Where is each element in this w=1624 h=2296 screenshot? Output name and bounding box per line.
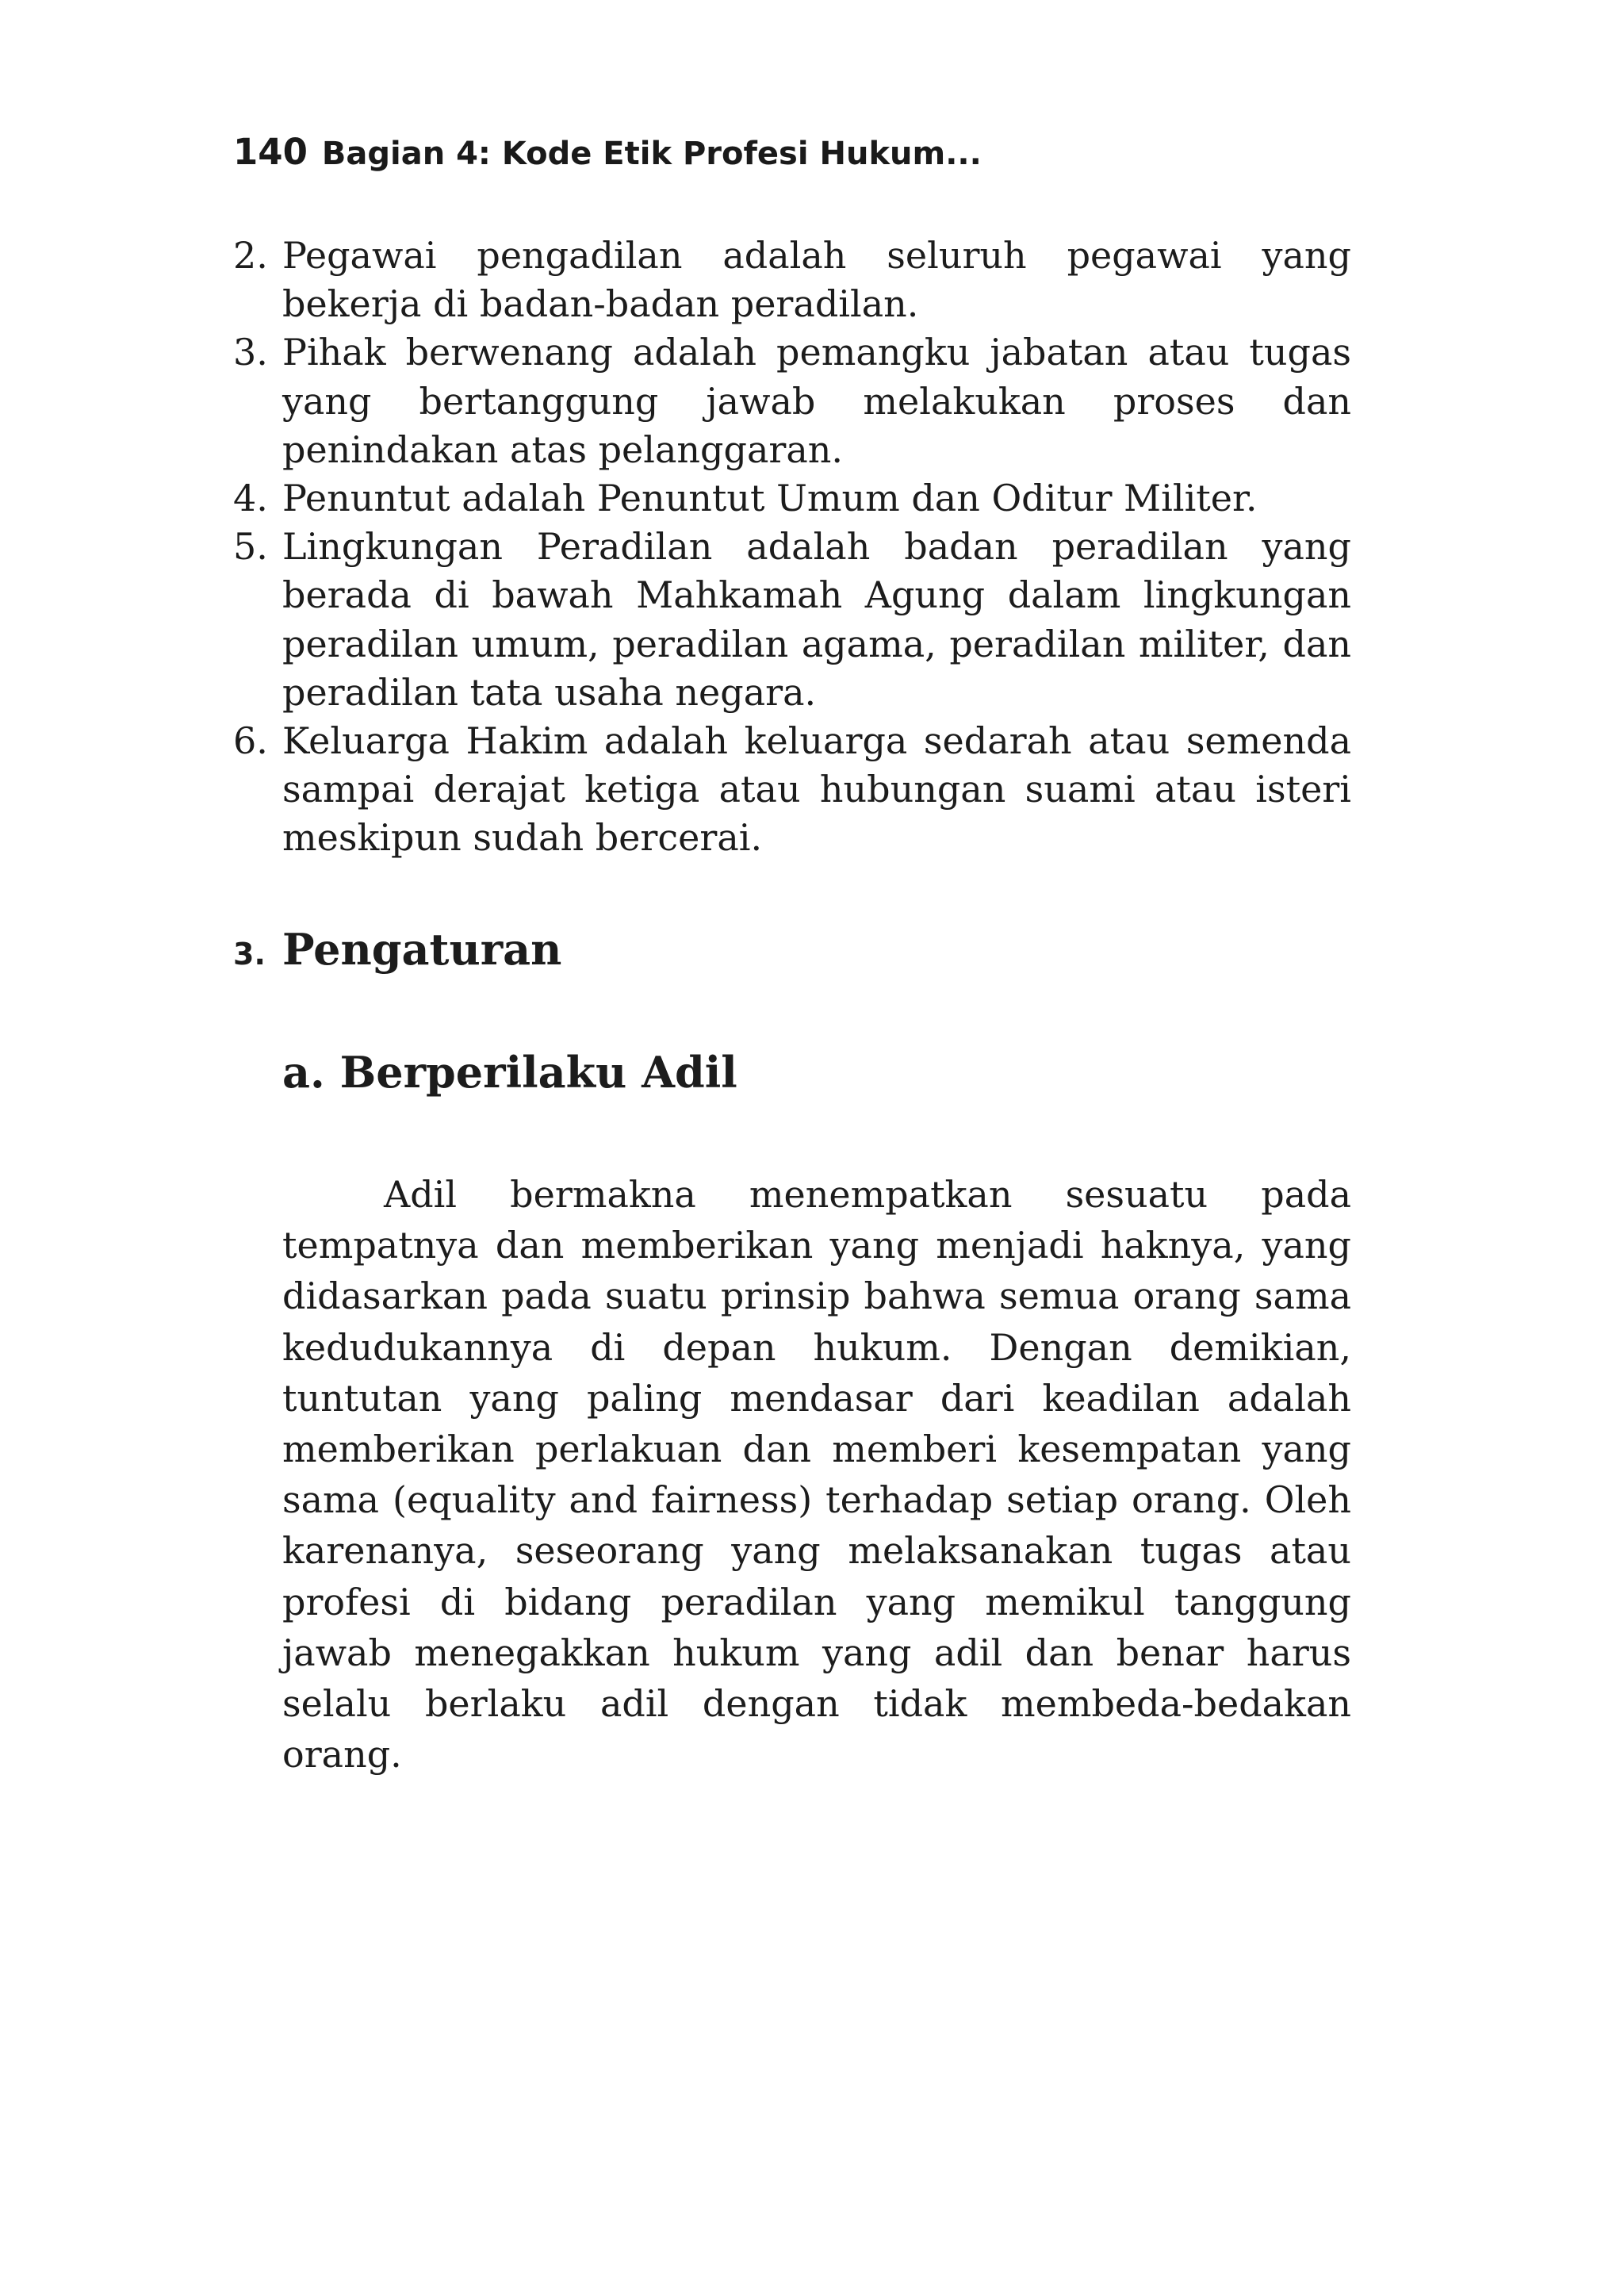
definition-list	[233, 232, 1351, 863]
list-item	[233, 717, 1351, 863]
list-item	[233, 328, 1351, 474]
body-paragraph: Adil bermakna menempatkan sesuatu pada tempatnya dan memberikan yang menjadi haknya, yang didasarkan pada suatu prinsip bahwa semua orang sama kedudukannya di depan hukum. Dengan demikian, tuntutan yang paling mendasar dari keadilan adalah memberikan perlakuan dan memberi kesempatan yang sama (equality and fairness) terhadap setiap orang. Oleh karenanya, seseorang yang melaksanakan tugas atau profesi di bidang peradilan yang memikul tanggung jawab menegakkan hukum yang adil dan benar harus selalu berlaku adil dengan tidak membeda-bedakan orang.	[282, 1173, 1351, 1777]
section-number: 3.	[233, 937, 266, 972]
list-item-text: Keluarga Hakim adalah keluarga sedarah atau semenda sampai derajat ketiga atau hubungan suami atau isteri meskipun sudah bercerai.	[282, 719, 1351, 860]
list-item-text: Pegawai pengadilan adalah seluruh pegawai yang bekerja di badan-badan peradilan.	[282, 234, 1351, 326]
list-item-text: Pihak berwenang adalah pemangku jabatan atau tugas yang bertanggung jawab melakukan proses dan penindakan atas pelanggaran.	[282, 331, 1351, 471]
section-heading	[233, 924, 561, 975]
list-item-number: 5.	[233, 525, 268, 569]
list-item-number: 4.	[233, 477, 268, 520]
list-item-number: 3.	[233, 331, 268, 374]
list-item	[233, 232, 1351, 328]
list-item-number: 6.	[233, 719, 268, 763]
list-item-number: 2.	[233, 234, 268, 277]
section-title: Pengaturan	[282, 924, 562, 975]
running-title: Bagian 4: Kode Etik Profesi Hukum...	[321, 136, 982, 172]
list-item-text: Penuntut adalah Penuntut Umum dan Oditur Militer.	[282, 477, 1258, 520]
running-header	[233, 128, 982, 178]
list-item	[233, 474, 1351, 523]
subsection-heading: a. Berperilaku Adil	[282, 1047, 737, 1098]
list-item	[233, 523, 1351, 717]
list-item-text: Lingkungan Peradilan adalah badan peradilan yang berada di bawah Mahkamah Agung dalam lingkungan peradilan umum, peradilan agama, peradilan militer, dan peradilan tata usaha negara.	[282, 525, 1351, 714]
page-number: 140	[233, 131, 308, 173]
